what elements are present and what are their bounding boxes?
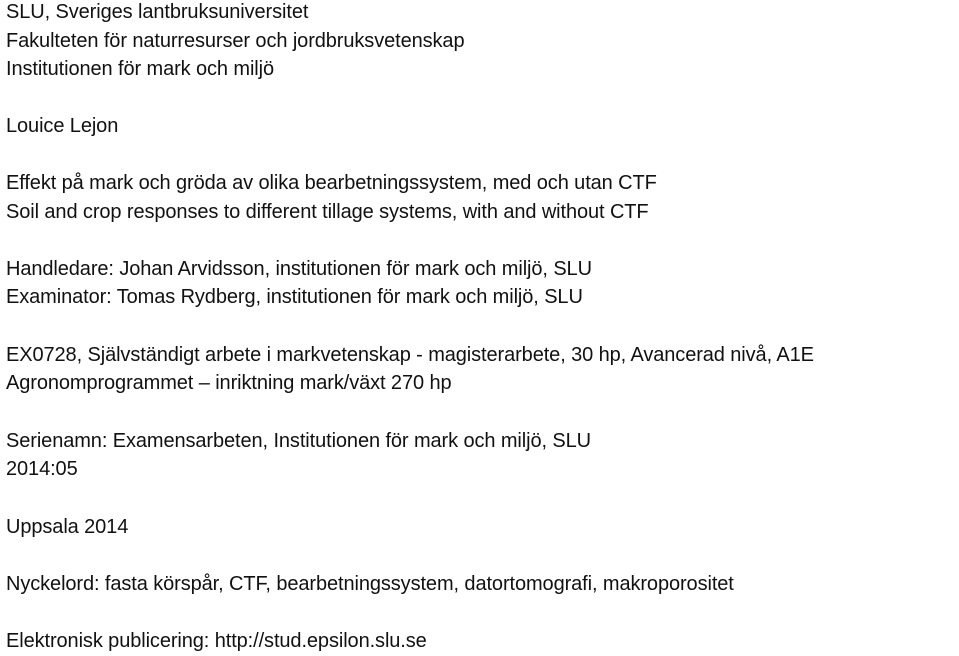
series-name: Serienamn: Examensarbeten, Institutionen för mark och miljö, SLU (6, 430, 591, 452)
university-name: SLU, Sveriges lantbruksuniversitet (6, 1, 309, 23)
faculty-name: Fakulteten för naturresurser och jordbruksvetenskap (6, 30, 465, 52)
department-name: Institutionen för mark och miljö (6, 58, 275, 80)
place-year: Uppsala 2014 (6, 516, 129, 538)
series-number: 2014:05 (6, 458, 78, 480)
supervisor-line: Handledare: Johan Arvidsson, institutionen för mark och miljö, SLU (6, 258, 592, 280)
publication-url-link[interactable]: http://stud.epsilon.slu.se (214, 630, 427, 652)
title-swedish: Effekt på mark och gröda av olika bearbetningssystem, med och utan CTF (6, 172, 657, 194)
examiner-line: Examinator: Tomas Rydberg, institutionen för mark och miljö, SLU (6, 286, 583, 308)
author-name: Louice Lejon (6, 115, 119, 137)
course-code-line: EX0728, Självständigt arbete i markvetenskap - magisterarbete, 30 hp, Avancerad nivå, A1E (6, 344, 814, 366)
programme-line: Agronomprogrammet – inriktning mark/växt 270 hp (6, 372, 452, 394)
title-english: Soil and crop responses to different tillage systems, with and without CTF (6, 201, 649, 223)
publication-label: Elektronisk publicering: (6, 630, 215, 652)
keywords-line: Nyckelord: fasta körspår, CTF, bearbetningssystem, datortomografi, makroporositet (6, 573, 734, 595)
publication-line (6, 629, 427, 653)
